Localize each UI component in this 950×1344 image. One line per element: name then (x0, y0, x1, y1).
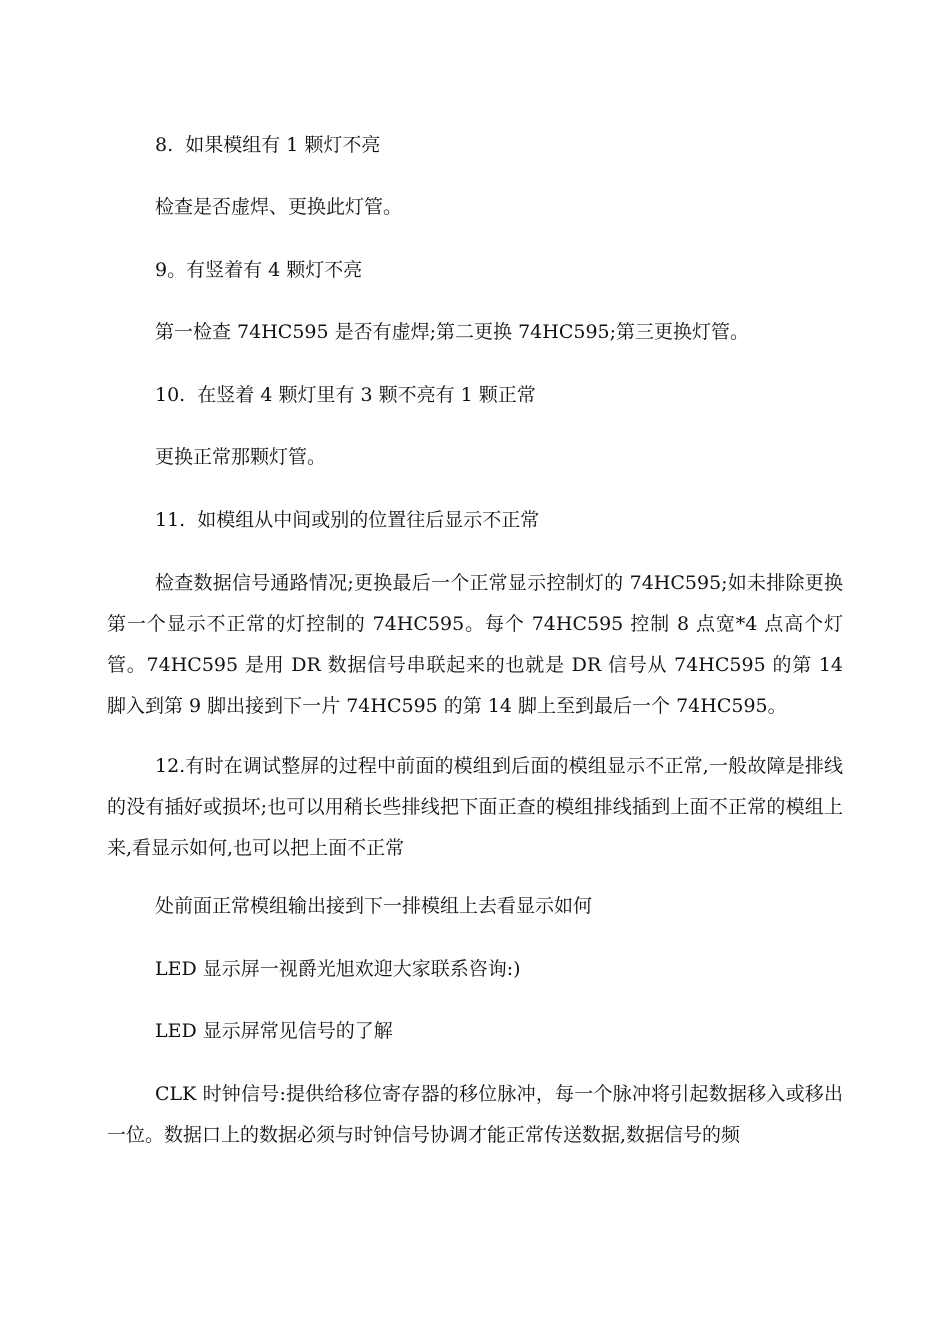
item-9-solution: 第一检查 74HC595 是否有虚焊;第二更换 74HC595;第三更换灯管。 (155, 321, 750, 343)
item-12-body: 12.有时在调试整屏的过程中前面的模组到后面的模组显示不正常,一般故障是排线的没有插好或损坏;也可以用稍长些排线把下面正查的模组排线插到上面不正常的模组上来,看显示如何,也可以把上面不正常 (107, 755, 843, 859)
item-11-heading: 11. 如模组从中间或别的位置往后显示不正常 (155, 509, 540, 531)
item-11-body: 检查数据信号通路情况;更换最后一个正常显示控制灯的 74HC595;如未排除更换第一个显示不正常的灯控制的 74HC595。每个 74HC595 控制 8 点宽*4 点高个灯管。74HC595 是用 DR 数据信号串联起来的也就是 DR 信号从 74HC595 的第 14 脚入到第 9 脚出接到下一片 74HC595 的第 14 脚上至到最后一个 74HC595。 (107, 572, 843, 717)
contact-line: LED 显示屏一视爵光旭欢迎大家联系咨询:) (155, 958, 521, 980)
item-10-heading: 10. 在竖着 4 颗灯里有 3 颗不亮有 1 颗正常 (155, 384, 536, 406)
section-heading-signals: LED 显示屏常见信号的了解 (155, 1020, 393, 1042)
item-8-heading: 8. 如果模组有 1 颗灯不亮 (155, 134, 381, 156)
item-10-solution: 更换正常那颗灯管。 (155, 446, 327, 468)
item-9-heading: 9。有竖着有 4 颗灯不亮 (155, 259, 363, 281)
clk-signal-body: CLK 时钟信号:提供给移位寄存器的移位脉冲，每一个脉冲将引起数据移入或移出一位。数据口上的数据必须与时钟信号协调才能正常传送数据,数据信号的频 (107, 1083, 843, 1146)
item-12-continuation: 处前面正常模组输出接到下一排模组上去看显示如何 (155, 895, 593, 917)
item-8-solution: 检查是否虚焊、更换此灯管。 (155, 196, 403, 218)
